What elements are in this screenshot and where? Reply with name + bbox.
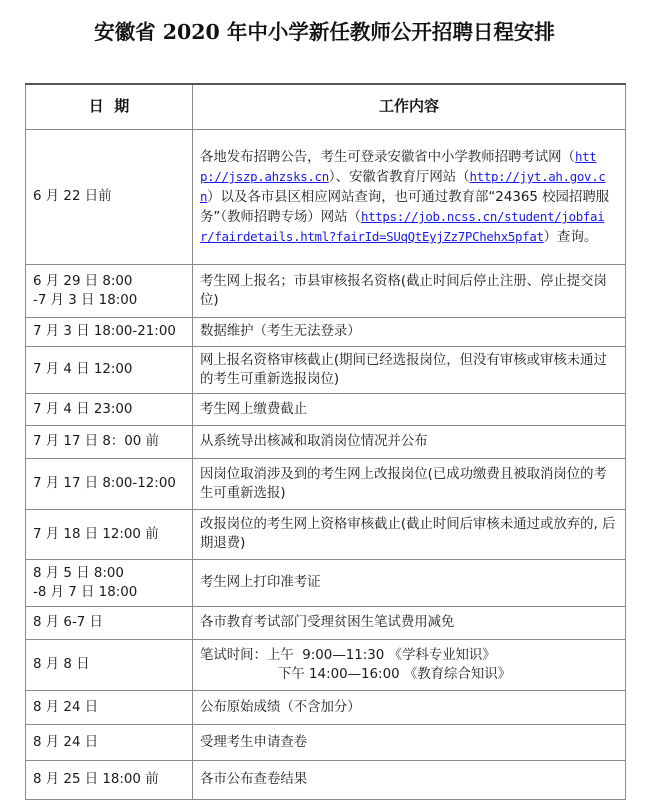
row-date: 7 月 4 日 23:00 (26, 393, 193, 425)
row-date: 8 月 25 日 18:00 前 (26, 760, 193, 799)
row-date: 7 月 17 日 8：00 前 (26, 425, 193, 458)
row-work: 从系统导出核减和取消岗位情况并公布 (193, 425, 626, 458)
link-jszp-ahzsks[interactable]: http://jszp.ahzsks.cn (200, 149, 597, 184)
table-row (26, 606, 626, 639)
table-header-row (26, 84, 626, 129)
header-date: 日 期 (26, 84, 193, 129)
work-text: ）、安徽省教育厅网站（ (328, 170, 470, 185)
table-row (26, 264, 626, 317)
row-work: 因岗位取消涉及到的考生网上改报岗位(已成功缴费且被取消岗位的考生可重新选报) (193, 458, 626, 509)
table-row (26, 690, 626, 724)
table-row (26, 509, 626, 559)
row-date (26, 264, 193, 317)
row-work (193, 639, 626, 690)
exam-time-afternoon: 下午 14:00—16:00 《教育综合知识》 (278, 666, 511, 682)
table-row (26, 129, 626, 264)
date-line: 6 月 29 日 8:00 (33, 273, 133, 289)
row-date: 8 月 24 日 (26, 690, 193, 724)
row-date: 7 月 18 日 12:00 前 (26, 509, 193, 559)
row-date: 8 月 8 日 (26, 639, 193, 690)
table-row (26, 458, 626, 509)
table-row (26, 393, 626, 425)
row-work: 公布原始成绩（不含加分） (193, 690, 626, 724)
table-row (26, 760, 626, 799)
row-date: 6 月 22 日前 (26, 129, 193, 264)
date-line: -7 月 3 日 18:00 (33, 292, 138, 308)
row-date (26, 559, 193, 606)
row-work: 考生网上打印准考证 (193, 559, 626, 606)
row-work (193, 129, 626, 264)
row-date: 7 月 4 日 12:00 (26, 346, 193, 393)
row-work: 各市教育考试部门受理贫困生笔试费用减免 (193, 606, 626, 639)
table-row (26, 425, 626, 458)
table-row-exam (26, 639, 626, 690)
header-work-content: 工作内容 (193, 84, 626, 129)
row-work: 数据维护（考生无法登录） (193, 317, 626, 346)
row-work: 改报岗位的考生网上资格审核截止(截止时间后审核未通过或放弃的, 后期退费) (193, 509, 626, 559)
work-text: ）以及各市县区相应网站查询，也可通过教育部“24365 校园招聘服务”（教师招聘专场）网站（ (200, 190, 610, 225)
exam-time-morning: 笔试时间：上午 9:00—11:30 《学科专业知识》 (200, 647, 496, 663)
table-row (26, 317, 626, 346)
row-date: 7 月 3 日 18:00-21:00 (26, 317, 193, 346)
row-work: 考生网上报名；市县审核报名资格(截止时间后停止注册、停止提交岗位) (193, 264, 626, 317)
link-job-ncss[interactable]: https://job.ncss.cn/student/jobfair/fairdetails.html?fairId=SUqQtEyjZz7PChehx5pfat (200, 209, 605, 244)
row-date: 7 月 17 日 8:00-12:00 (26, 458, 193, 509)
table-row (26, 346, 626, 393)
row-work: 网上报名资格审核截止(期间已经选报岗位，但没有审核或审核未通过的考生可重新选报岗位) (193, 346, 626, 393)
date-line: 8 月 5 日 8:00 (33, 565, 124, 581)
work-text: ）查询。 (543, 230, 598, 245)
row-work: 受理考生申请查卷 (193, 724, 626, 760)
work-text: 各地发布招聘公告，考生可登录安徽省中小学教师招聘考试网（ (200, 150, 575, 165)
link-jyt-ah-gov[interactable]: http://jyt.ah.gov.cn (200, 169, 606, 204)
row-work: 考生网上缴费截止 (193, 393, 626, 425)
date-line: -8 月 7 日 18:00 (33, 584, 138, 600)
table-row (26, 559, 626, 606)
row-date: 8 月 24 日 (26, 724, 193, 760)
schedule-table (25, 83, 626, 800)
row-work: 各市公布查卷结果 (193, 760, 626, 799)
table-row (26, 724, 626, 760)
row-date: 8 月 6-7 日 (26, 606, 193, 639)
document-title: 安徽省 2020 年中小学新任教师公开招聘日程安排 (94, 20, 555, 44)
